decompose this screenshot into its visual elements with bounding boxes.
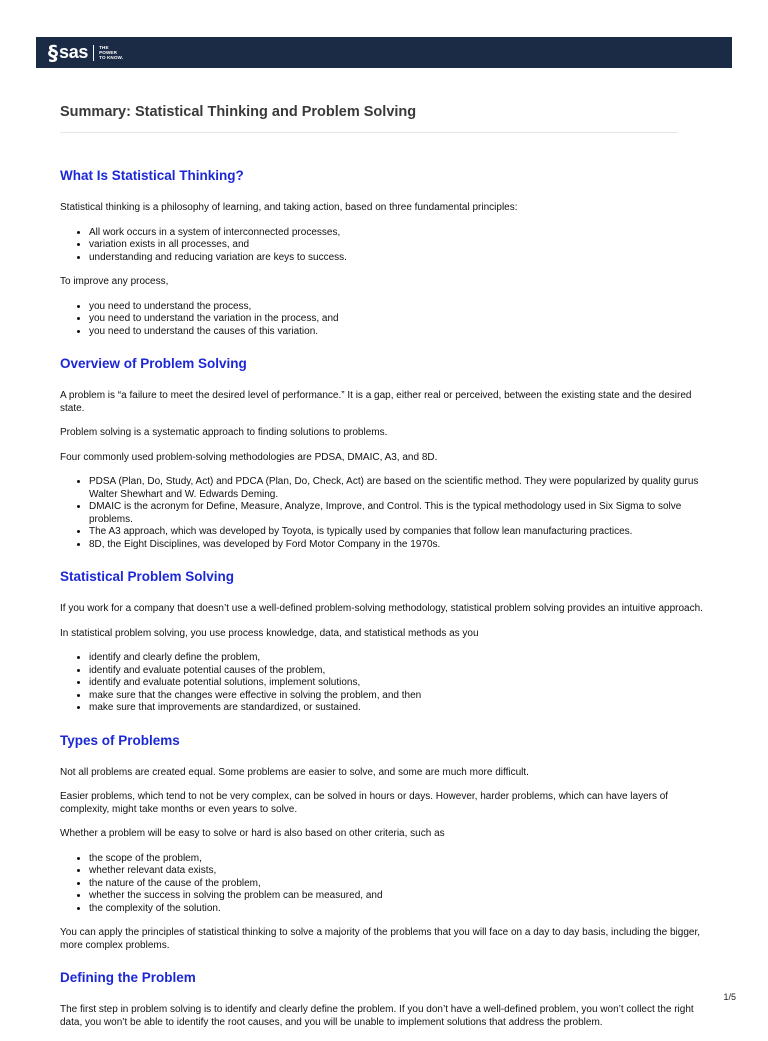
list-item: • whether relevant data exists, [89, 865, 710, 878]
improve-list [60, 301, 710, 339]
list-item: • identify and evaluate potential solutions, implement solutions, [89, 677, 710, 690]
paragraph: Easier problems, which tend to not be very complex, can be solved in hours or days. However, harder problems, which can have layers of complexity, might take months or even years to solve. [60, 791, 669, 815]
page-number: 1/5 [723, 992, 736, 1002]
list-item: • make sure that improvements are standardized, or sustained. [89, 702, 710, 715]
section-heading-defining-the-problem: Defining the Problem [60, 970, 196, 985]
section-heading-overview: Overview of Problem Solving [60, 356, 247, 371]
list-item: • All work occurs in a system of interconnected processes, [89, 227, 710, 240]
methodologies-list [60, 476, 710, 551]
paragraph: Whether a problem will be easy to solve or hard is also based on other criteria, such as [60, 828, 445, 839]
list-item: • understanding and reducing variation are keys to success. [89, 252, 710, 265]
header-banner [36, 37, 732, 68]
paragraph: Not all problems are created equal. Some problems are easier to solve, and some are much more difficult. [60, 766, 529, 778]
tagline-line: TO KNOW. [99, 55, 124, 60]
section-heading-types-of-problems: Types of Problems [60, 732, 180, 748]
tagline-line: THE [99, 45, 109, 50]
list-item: • 8D, the Eight Disciplines, was developed by Ford Motor Company in the 1970s. [89, 539, 710, 552]
logo-wordmark: sas [59, 42, 89, 62]
paragraph: Statistical thinking is a philosophy of learning, and taking action, based on three fundamental principles: [60, 202, 518, 213]
list-item: • the scope of the problem, [89, 853, 710, 866]
logo-divider [93, 45, 94, 61]
list-item: • the nature of the cause of the problem, [89, 878, 710, 891]
document-body [60, 162, 710, 1041]
principles-list [60, 227, 710, 265]
paragraph: You can apply the principles of statistical thinking to solve a majority of the problems that you will face on a day to day basis, including the bigger, more complex problems. [60, 927, 700, 951]
paragraph: The first step in problem solving is to identify and clearly define the problem. If you don’t have a well-defined problem, you won’t collect the right data, you won’t be able to identify the root causes, and you will be unable to implement solutions that address the problem. [60, 1004, 694, 1028]
paragraph: A problem is “a failure to meet the desired level of performance.” It is a gap, either real or perceived, between the existing state and the desired state. [60, 390, 692, 414]
list-item: • The A3 approach, which was developed by Toyota, is typically used by companies that follow lean manufacturing practices. [89, 526, 710, 539]
page-title: Summary: Statistical Thinking and Problem Solving [60, 104, 417, 120]
list-item: • you need to understand the variation in the process, and [89, 313, 710, 326]
tagline-line: POWER [99, 50, 117, 55]
section-heading-statistical-problem-solving: Statistical Problem Solving [60, 569, 235, 584]
paragraph: If you work for a company that doesn’t use a well-defined problem-solving methodology, statistical problem solving provides an intuitive approach. [60, 603, 703, 614]
list-item: • whether the success in solving the problem can be measured, and [89, 890, 710, 903]
sas-logo [48, 42, 129, 63]
steps-list [60, 652, 710, 715]
list-item: • PDSA (Plan, Do, Study, Act) and PDCA (Plan, Do, Check, Act) are based on the scientific method. They were popularized by quality gurus Walter Shewhart and W. Edwards Deming. [89, 476, 710, 501]
list-item: • identify and clearly define the problem, [89, 652, 710, 665]
list-item: • you need to understand the process, [89, 301, 710, 314]
paragraph: Problem solving is a systematic approach to finding solutions to problems. [60, 427, 388, 438]
criteria-list [60, 853, 710, 916]
paragraph: Four commonly used problem-solving methodologies are PDSA, DMAIC, A3, and 8D. [60, 451, 438, 463]
logo-tagline [99, 45, 129, 60]
list-item: • DMAIC is the acronym for Define, Measure, Analyze, Improve, and Control. This is the typical methodology used in Six Sigma to solve problems. [89, 501, 710, 526]
paragraph: To improve any process, [60, 276, 169, 287]
sas-swirl-icon: § [48, 40, 58, 65]
list-item: • make sure that the changes were effective in solving the problem, and then [89, 690, 710, 703]
list-item: • you need to understand the causes of this variation. [89, 326, 710, 339]
list-item: • identify and evaluate potential causes of the problem, [89, 665, 710, 678]
paragraph: In statistical problem solving, you use process knowledge, data, and statistical methods as you [60, 627, 479, 639]
list-item: • variation exists in all processes, and [89, 239, 710, 252]
list-item: • the complexity of the solution. [89, 903, 710, 916]
title-divider [60, 132, 678, 133]
section-heading-statistical-thinking: What Is Statistical Thinking? [60, 168, 244, 183]
